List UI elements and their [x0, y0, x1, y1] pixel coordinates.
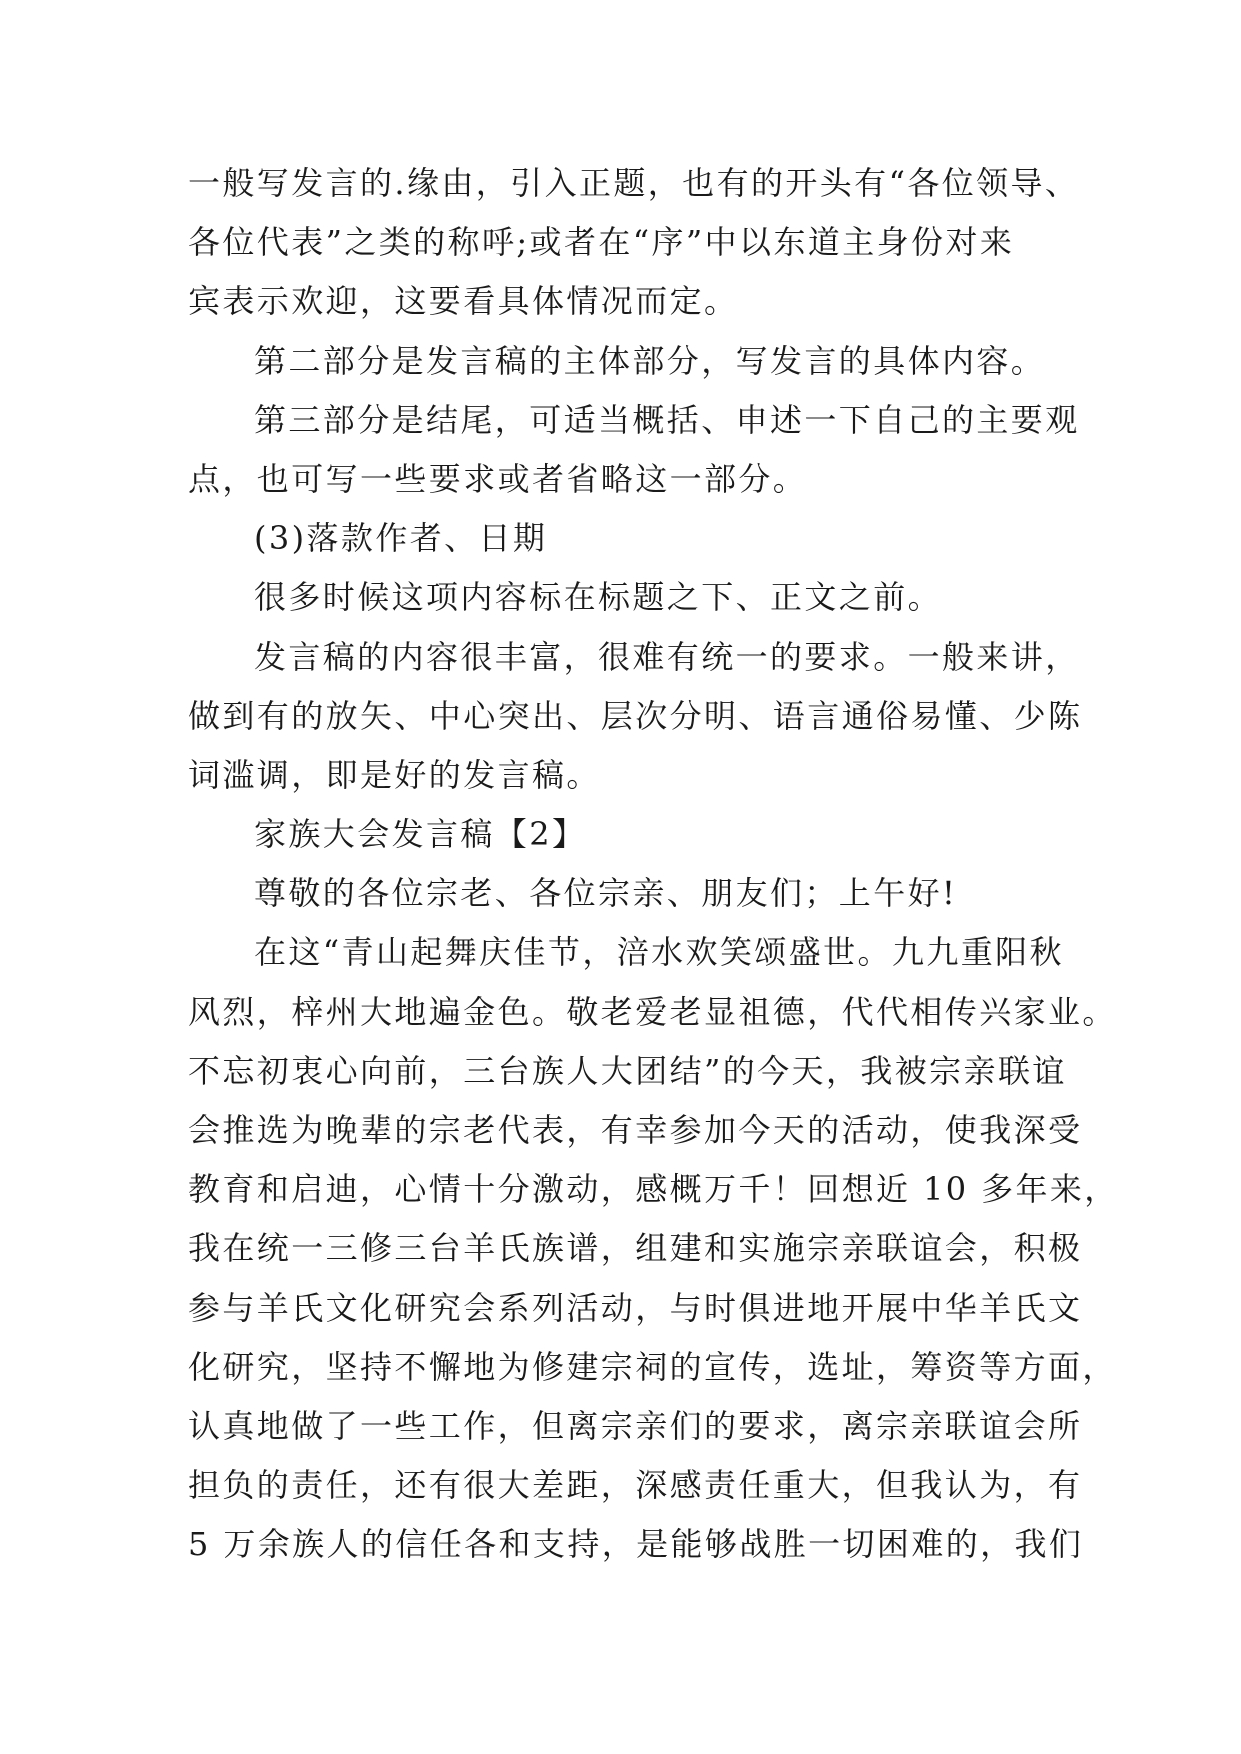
- text-line: 风烈，梓州大地遍金色。敬老爱老显祖德，代代相传兴家业。: [188, 992, 1117, 1031]
- text-line: 担负的责任，还有很大差距，深感责任重大，但我认为，有: [188, 1466, 1083, 1505]
- section-heading: 家族大会发言稿【2】: [254, 815, 587, 854]
- text-line: 发言稿的内容很丰富，很难有统一的要求。一般来讲，: [254, 637, 1080, 676]
- text-line: 会推选为晚辈的宗老代表，有幸参加今天的活动，使我深受: [188, 1111, 1083, 1149]
- text-line: 5 万余族人的信任各和支持，是能够战胜一切困难的，我们: [188, 1525, 1084, 1564]
- text-line: 第二部分是发言稿的主体部分，写发言的具体内容。: [254, 341, 1046, 380]
- text-line: 做到有的放矢、中心突出、层次分明、语言通俗易懂、少陈: [188, 696, 1083, 735]
- text-line: 宾表示欢迎，这要看具体情况而定。: [188, 282, 739, 321]
- text-line: 词滥调，即是好的发言稿。: [188, 755, 601, 794]
- text-line: 不忘初衷心向前，三台族人大团结”的今天，我被宗亲联谊: [188, 1051, 1067, 1090]
- text-line: 在这“青山起舞庆佳节，涪水欢笑颂盛世。九九重阳秋: [254, 933, 1064, 972]
- text-line: 认真地做了一些工作，但离宗亲们的要求，离宗亲联谊会所: [188, 1406, 1083, 1445]
- text-line: 第三部分是结尾，可适当概括、申述一下自己的主要观: [254, 400, 1080, 439]
- text-line: 尊敬的各位宗老、各位宗亲、朋友们；上午好!: [254, 874, 958, 913]
- text-line: 很多时候这项内容标在标题之下、正文之前。: [254, 578, 943, 617]
- text-line: 化研究，坚持不懈地为修建宗祠的宣传，选址，筹资等方面，: [188, 1347, 1117, 1386]
- text-line: 一般写发言的.缘由，引入正题，也有的开头有“各位领导、: [188, 164, 1080, 202]
- text-line: 我在统一三修三台羊氏族谱，组建和实施宗亲联谊会，积极: [188, 1229, 1083, 1268]
- text-line: 参与羊氏文化研究会系列活动，与时俱进地开展中华羊氏文: [188, 1288, 1083, 1327]
- text-line: 点，也可写一些要求或者省略这一部分。: [188, 459, 808, 498]
- text-line: 教育和启迪，心情十分激动，感概万千！回想近 10 多年来，: [188, 1170, 1119, 1209]
- text-line: (3)落款作者、日期: [254, 519, 548, 558]
- text-line: 各位代表”之类的称呼;或者在“序”中以东道主身份对来: [188, 223, 1015, 262]
- document-body: [188, 154, 1119, 1575]
